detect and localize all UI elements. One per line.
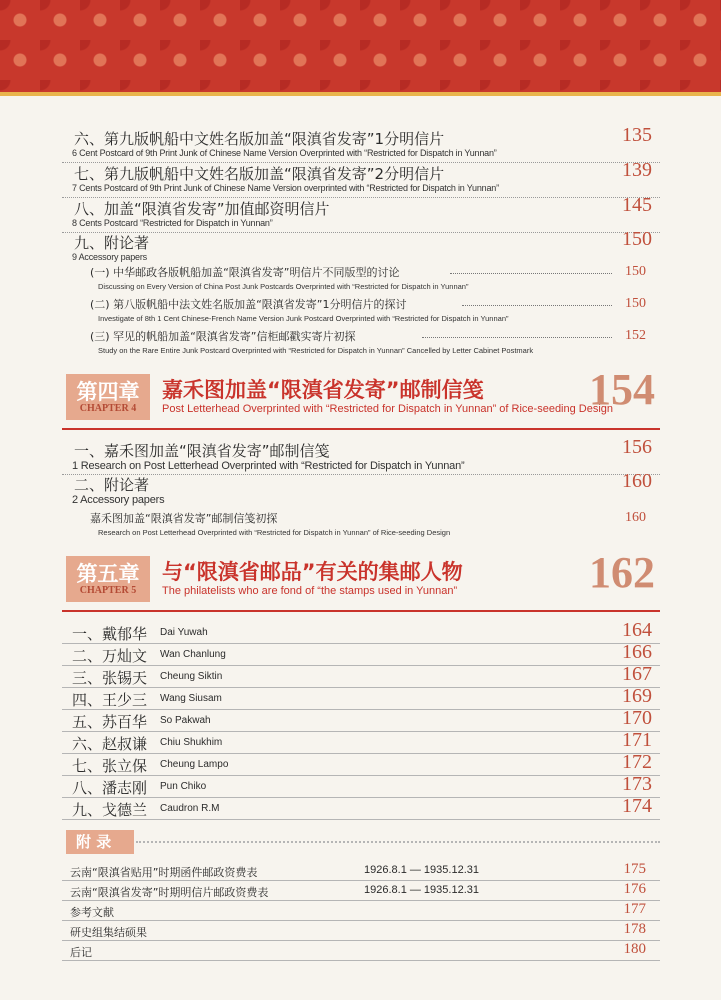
decorative-banner bbox=[0, 0, 721, 92]
appendix-entry-page: 175 bbox=[623, 861, 646, 877]
banner-gold-rule bbox=[0, 92, 721, 96]
divider bbox=[62, 474, 660, 475]
appendix-entry-title: 研史组集结硕果 bbox=[70, 926, 147, 939]
toc-entry-title: 九、附论著 bbox=[74, 234, 150, 252]
person-page: 167 bbox=[622, 663, 652, 685]
appendix-entry-title: 云南“限滇省贴用”时期函件邮政资费表 bbox=[70, 866, 258, 879]
toc-entry-subtitle: 1 Research on Post Letterhead Overprinted with “Restricted for Dispatch in Yunnan” bbox=[72, 460, 465, 472]
person-name-zh: 八、潘志刚 bbox=[72, 779, 148, 797]
toc-entry-page: 145 bbox=[622, 194, 652, 216]
person-entry[interactable] bbox=[62, 665, 660, 689]
person-name-en: Cheung Lampo bbox=[160, 759, 229, 770]
appendix-entry-page: 177 bbox=[623, 901, 646, 917]
person-entry[interactable] bbox=[62, 731, 660, 755]
toc-subentry-title: (三) 罕见的帆船加盖“限滇省发寄”信柜邮戳实寄片初探 bbox=[90, 330, 356, 343]
appendix-entry[interactable] bbox=[62, 881, 660, 901]
person-page: 173 bbox=[622, 773, 652, 795]
person-name-en: Caudron R.M bbox=[160, 803, 220, 814]
appendix-entry-page: 176 bbox=[623, 881, 646, 897]
chapter-subtitle: The philatelists who are fond of “the stamps used in Yunnan” bbox=[162, 585, 458, 597]
toc-subentry-subtitle: Research on Post Letterhead Overprinted with “Restricted for Dispatch in Yunnan” of Rice-seeding Design bbox=[98, 528, 451, 537]
person-name-en: Wang Siusam bbox=[160, 693, 222, 704]
person-page: 166 bbox=[622, 641, 652, 663]
appendix-entry[interactable] bbox=[62, 921, 660, 941]
person-page: 174 bbox=[622, 795, 652, 817]
divider bbox=[62, 819, 660, 820]
toc-subentry-page: 150 bbox=[625, 296, 646, 311]
toc-subentry-subtitle: Discussing on Every Version of China Post Junk Postcards Overprinted with “Restricted for Dispatch in Yunnan” bbox=[98, 282, 469, 291]
toc-entry-title: 二、附论著 bbox=[74, 476, 150, 494]
toc-entry-subtitle: 7 Cents Postcard of 9th Print Junk of Chinese Name Version overprinted with “Restricted for Dispatch in Yunnan” bbox=[72, 183, 499, 193]
appendix-entry-title: 云南“限滇省发寄”时期明信片邮政资费表 bbox=[70, 886, 269, 899]
person-name-zh: 五、苏百华 bbox=[72, 713, 148, 731]
chapter-badge-label: 第四章 bbox=[76, 380, 140, 404]
person-entry[interactable] bbox=[62, 753, 660, 777]
person-page: 171 bbox=[622, 729, 652, 751]
toc-entry-title: 七、第九版帆船中文姓名版加盖“限滇省发寄”2分明信片 bbox=[74, 165, 445, 183]
chapter-page: 154 bbox=[589, 365, 655, 414]
chapter-badge-en: CHAPTER 5 bbox=[79, 585, 137, 596]
chapter-badge-en: CHAPTER 4 bbox=[79, 403, 137, 414]
chapter-page: 162 bbox=[589, 548, 655, 597]
toc-subentry-page: 150 bbox=[625, 264, 646, 279]
toc-subentry-title: (二) 第八版帆船中法文姓名版加盖“限滇省发寄”1分明信片的探讨 bbox=[90, 298, 407, 311]
toc-entry-page: 156 bbox=[622, 436, 652, 458]
person-name-zh: 一、戴郁华 bbox=[72, 625, 148, 643]
appendix-entry-date: 1926.8.1 — 1935.12.31 bbox=[364, 864, 479, 876]
toc-entry-page: 160 bbox=[622, 470, 652, 492]
chapter-rule bbox=[62, 428, 660, 430]
person-entry[interactable] bbox=[62, 797, 660, 821]
person-name-zh: 七、张立保 bbox=[72, 757, 148, 775]
appendix-entry[interactable] bbox=[62, 901, 660, 921]
toc-entry-page: 135 bbox=[622, 124, 652, 146]
appendix-entry[interactable] bbox=[62, 861, 660, 881]
person-name-en: Dai Yuwah bbox=[160, 627, 208, 638]
toc-entry-title: 八、加盖“限滇省发寄”加值邮资明信片 bbox=[74, 200, 330, 218]
person-page: 169 bbox=[622, 685, 652, 707]
appendix-entry-title: 后记 bbox=[70, 946, 92, 959]
toc-subentry-subtitle: Study on the Rare Entire Junk Postcard Overprinted with “Restricted for Dispatch in Yunnan” Cancelled by Letter Cabinet Postmark bbox=[98, 346, 534, 355]
person-page: 164 bbox=[622, 619, 652, 641]
toc-subentry-title: (一) 中华邮政各版帆船加盖“限滇省发寄”明信片不同版型的讨论 bbox=[90, 266, 400, 279]
person-name-en: So Pakwah bbox=[160, 715, 211, 726]
appendix-entry-page: 180 bbox=[623, 941, 646, 957]
person-entry[interactable] bbox=[62, 643, 660, 667]
chapter-subtitle: Post Letterhead Overprinted with “Restricted for Dispatch in Yunnan” of Rice-seeding Design bbox=[162, 403, 614, 415]
person-name-en: Chiu Shukhim bbox=[160, 737, 223, 748]
toc-entry-title: 六、第九版帆船中文姓名版加盖“限滇省发寄”1分明信片 bbox=[74, 130, 445, 148]
chapter-title[interactable]: 与“限滇省邮品”有关的集邮人物 bbox=[162, 560, 463, 584]
toc-entry-title: 一、嘉禾图加盖“限滇省发寄”邮制信笺 bbox=[74, 442, 330, 460]
chapter-badge bbox=[66, 556, 150, 602]
person-page: 170 bbox=[622, 707, 652, 729]
person-entry[interactable] bbox=[62, 621, 660, 645]
person-entry[interactable] bbox=[62, 709, 660, 733]
person-name-zh: 九、戈德兰 bbox=[72, 801, 148, 819]
appendix-entry-date: 1926.8.1 — 1935.12.31 bbox=[364, 884, 479, 896]
leader-dots bbox=[422, 337, 612, 338]
toc-subentry-subtitle: Investigate of 8th 1 Cent Chinese-French Name Version Junk Postcard Overprinted with “Restricted for Dispatch in Yunnan” bbox=[98, 314, 509, 323]
leader-dots bbox=[450, 273, 612, 274]
toc-entry-subtitle: 9 Accessory papers bbox=[72, 252, 147, 262]
toc-entry-page: 139 bbox=[622, 159, 652, 181]
person-name-zh: 二、万灿文 bbox=[72, 647, 148, 665]
person-name-en: Wan Chanlung bbox=[160, 649, 226, 660]
toc-entry-subtitle: 6 Cent Postcard of 9th Print Junk of Chinese Name Version Overprinted with “Restricted for Dispatch in Yunnan” bbox=[72, 148, 497, 158]
appendix-entry[interactable] bbox=[62, 941, 660, 961]
person-name-en: Pun Chiko bbox=[160, 781, 207, 792]
chapter-rule bbox=[62, 610, 660, 612]
chapter-badge-label: 第五章 bbox=[76, 562, 140, 586]
divider bbox=[62, 232, 660, 233]
toc-subentry-title: 嘉禾图加盖“限滇省发寄”邮制信笺初探 bbox=[90, 512, 278, 525]
leader-dots bbox=[462, 305, 612, 306]
person-name-zh: 六、赵叔谦 bbox=[72, 735, 148, 753]
person-page: 172 bbox=[622, 751, 652, 773]
toc-subentry-page: 152 bbox=[625, 328, 646, 343]
chapter-badge bbox=[66, 374, 150, 420]
chapter-title[interactable]: 嘉禾图加盖“限滇省发寄”邮制信笺 bbox=[162, 378, 484, 402]
toc-entry-subtitle: 2 Accessory papers bbox=[72, 494, 165, 506]
person-name-en: Cheung Siktin bbox=[160, 671, 223, 682]
toc-subentry-page: 160 bbox=[625, 510, 646, 525]
toc-entry-page: 150 bbox=[622, 228, 652, 250]
toc-entry-subtitle: 8 Cents Postcard “Restricted for Dispatch in Yunnan” bbox=[72, 218, 273, 228]
appendix-badge: 附 录 bbox=[66, 830, 134, 854]
appendix-entry-page: 178 bbox=[623, 921, 646, 937]
person-name-zh: 四、王少三 bbox=[72, 691, 148, 709]
appendix-rule bbox=[136, 841, 660, 843]
appendix-entry-title: 参考文献 bbox=[70, 906, 114, 919]
person-entry[interactable] bbox=[62, 775, 660, 799]
person-name-zh: 三、张锡天 bbox=[72, 669, 148, 687]
divider bbox=[62, 960, 660, 961]
person-entry[interactable] bbox=[62, 687, 660, 711]
